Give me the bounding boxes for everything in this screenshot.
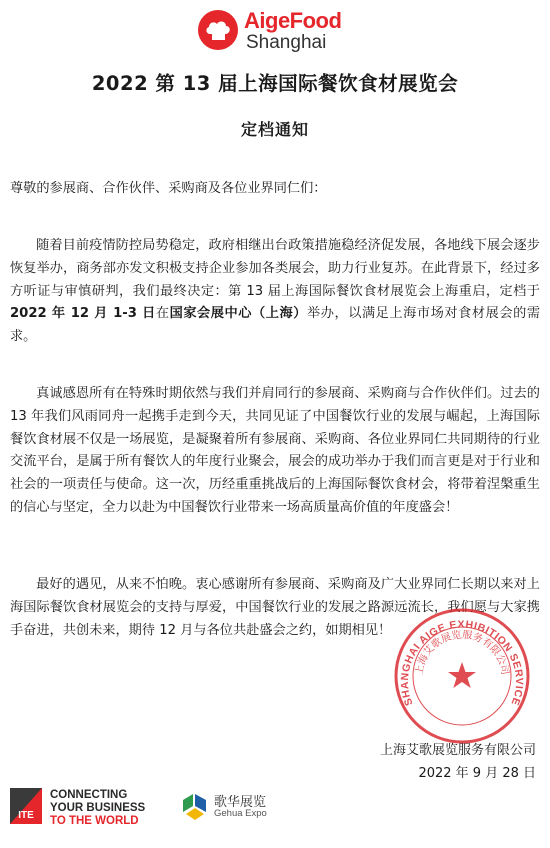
para1-text-end: 举办，以满足上海市场对食材展会的需求。 xyxy=(10,306,541,345)
ite-line-3: TO THE WORLD xyxy=(50,815,139,827)
event-venue: 国家会展中心（上海） xyxy=(169,306,307,322)
ite-tagline xyxy=(50,789,145,828)
para1-text: 随着目前疫情防控局势稳定，政府相继出台政策措施稳经济促发展，各地线下展会逐步恢复举办，商务部亦发文积极支持企业参加各类展会，助力行业复苏。在此背景下，经过多方听证与审慎研判，我们最终决定：第 13 届上海国际餐饮食材展览会上海重启，定档于 xyxy=(10,238,540,299)
aigefood-logo xyxy=(198,8,358,56)
logo-name: AigeFood xyxy=(244,8,342,33)
ite-logo-icon xyxy=(10,788,42,824)
signer-company: 上海艾歌展览服务有限公司 xyxy=(379,743,536,758)
seal-outer-text: SHANGHAI AIGE EXHIBITION SERVICE xyxy=(398,618,526,708)
ite-line-2: YOUR BUSINESS xyxy=(50,802,146,814)
greeting: 尊敬的参展商、合作伙伴、采购商及各位业界同仁们： xyxy=(10,181,327,196)
company-seal-stamp xyxy=(392,606,532,746)
ite-badge-text: ITE xyxy=(18,810,34,821)
para3-text: 最好的遇见，从来不怕晚。衷心感谢所有参展商、采购商及广大业界同仁长期以来对上海国际餐饮食材展览会的支持与厚爱，中国餐饮行业的发展之路源远流长，我们愿与大家携手奋进，共创未来，期待 12 月与各位共赴盛会之约，如期相见！ xyxy=(10,577,540,638)
page-subtitle: 定档通知 xyxy=(240,120,309,139)
paragraph-gratitude xyxy=(10,383,540,520)
para2-text: 真诚感恩所有在特殊时期依然与我们并肩同行的参展商、采购商与合作伙伴们。过去的 13 年我们风雨同舟一起携手走到今天，共同见证了中国餐饮行业的发展与崛起，上海国际餐饮食材展不仅是一场展览，是凝聚着所有参展商、采购商、各位业界同仁共同期待的行业交流平台，是属于所有餐饮人的年度行业聚会，展会的成功举办于我们而言更是对于行业和社会的一项责任与使命。这一次，历经重重挑战后的上海国际餐饮食材会，将带着涅槃重生的信心与坚定，全力以赴为中国餐饮行业带来一场高质量高价值的年度盛会！ xyxy=(10,386,540,515)
gehua-name-cn: 歌华展览 xyxy=(214,795,267,810)
gehua-name-en: Gehua Expo xyxy=(214,808,267,819)
seal-star-icon xyxy=(448,662,476,688)
event-date: 2022 年 12 月 1-3 日 xyxy=(10,306,156,322)
seal-inner-text: 上海艾歌展览服务有限公司 xyxy=(413,629,511,676)
gehua-logo-icon xyxy=(180,790,210,822)
paragraph-announcement xyxy=(10,235,540,349)
para1-text-in: 在 xyxy=(155,306,170,322)
signature-date: 2022 年 9 月 28 日 xyxy=(418,766,536,781)
chef-hat-icon xyxy=(198,10,238,50)
logo-city: Shanghai xyxy=(246,32,327,53)
page-title: 2022 第 13 届上海国际餐饮食材展览会 xyxy=(91,72,459,95)
ite-line-1: CONNECTING xyxy=(50,789,128,801)
